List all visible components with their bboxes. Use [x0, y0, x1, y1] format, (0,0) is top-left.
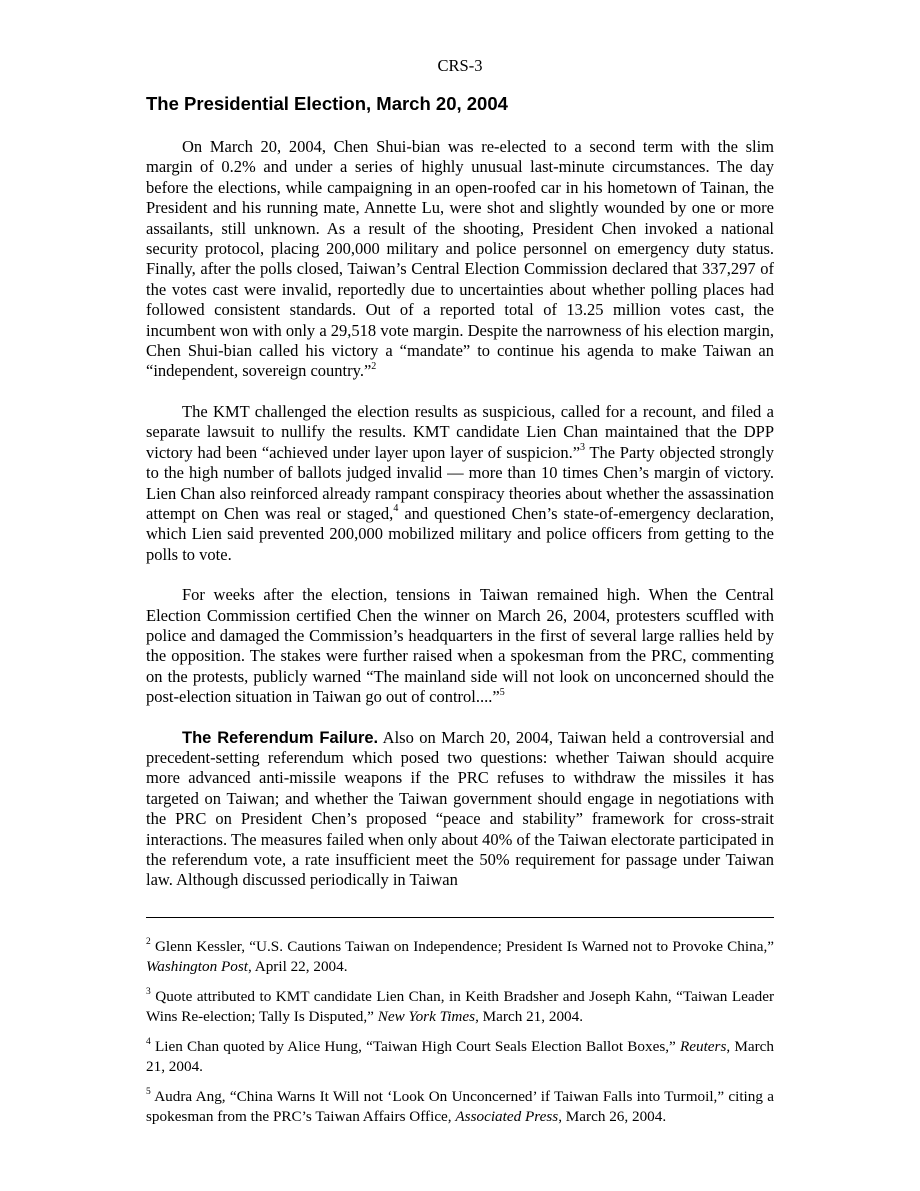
footnote-text: Glenn Kessler, “U.S. Cautions Taiwan on Independence; President Is Warned not to Provoke China,” [154, 938, 774, 955]
footnote [146, 987, 774, 1026]
footnote-ref: 5 [499, 686, 505, 698]
footnote-source: Washington Post [146, 957, 248, 975]
footnote-text: , March 26, 2004. [558, 1107, 667, 1125]
footnote [146, 937, 774, 976]
paragraph-text: For weeks after the election, tensions in Taiwan remained high. When the Central Election Commission certified Chen the winner on March 26, 2004, protesters scuffled with police and damaged the Commission’s headquarters in the first of several large rallies held by the opposition. The stakes were further raised when a spokesman from the PRC, commenting on the protests, publicly warned “The mainland side will not look on unconcerned should the post-election situation in Taiwan go out of control....” [146, 585, 774, 707]
footnote-text: , March 21, 2004. [475, 1007, 584, 1025]
footnotes [146, 937, 774, 1137]
paragraph-text: Also on March 20, 2004, Taiwan held a controversial and precedent-setting referendum which posed two questions: whether Taiwan should acquire more advanced anti-missile weapons if the PRC refuses to withdraw the missiles it has targeted on Taiwan; and whether the Taiwan government should engage in negotiations with the PRC on President Chen’s proposed “peace and stability” framework for cross-strait interactions. The measures failed when only about 40% of the Taiwan electorate participated in the referendum vote, a rate insufficient meet the 50% requirement for passage under Taiwan law. Although discussed periodically in Taiwan [146, 727, 774, 890]
footnote-source: Associated Press [455, 1107, 559, 1125]
footnote-ref: 4 [393, 503, 399, 515]
footnote-source: New York Times [377, 1007, 476, 1025]
paragraph-4 [146, 728, 774, 891]
footnote-ref: 2 [371, 360, 377, 372]
paragraph-text: and questioned Chen’s state-of-emergency declaration, which Lien said prevented 200,000 mobilized military and police officers from getting to the polls to vote. [146, 503, 774, 564]
section-heading: The Presidential Election, March 20, 2004 [146, 93, 508, 114]
footnote-number: 3 [146, 986, 151, 997]
paragraph-2 [146, 402, 774, 565]
paragraph-1 [146, 137, 774, 382]
footnote-text: Audra Ang, “China Warns It Will not ‘Look On Unconcerned’ if Taiwan Falls into Turmoil,” citing a spokesman from the PRC’s Taiwan Affairs Office, [146, 1088, 774, 1125]
paragraph-text: On March 20, 2004, Chen Shui-bian was re-elected to a second term with the slim margin of 0.2% and under a series of highly unusual last-minute circumstances. The day before the elections, while campaigning in an open-roofed car in his hometown of Tainan, the President and his running mate, Annette Lu, were shot and slightly wounded by one or more assailants, still unknown. As a result of the shooting, President Chen invoked a national security protocol, placing 200,000 military and police personnel on emergency duty status. Finally, after the polls closed, Taiwan’s Central Election Commission declared that 337,297 of the votes cast were invalid, reportedly due to uncertainties about whether polling places had followed consistent standards. Out of a reported total of 13.25 million votes cast, the incumbent won with only a 29,518 vote margin. Despite the narrowness of his election margin, Chen Shui-bian called his victory a “mandate” to continue his agenda to make Taiwan an “independent, sovereign country.” [146, 137, 774, 381]
page-number: CRS-3 [437, 56, 483, 75]
footnote [146, 1087, 774, 1126]
footnote [146, 1037, 774, 1076]
footnote-ref: 3 [580, 442, 586, 454]
paragraph-text: The Party objected strongly to the high number of ballots judged invalid — more than 10 times Chen’s margin of victory. Lien Chan also reinforced already rampant conspiracy theories about whether the assassination attempt on Chen was real or staged, [146, 442, 774, 523]
footnote-number: 4 [146, 1036, 151, 1047]
main-content [146, 92, 774, 911]
paragraph-3 [146, 585, 774, 707]
footnote-text: , April 22, 2004. [247, 957, 348, 975]
footnote-text: Quote attributed to KMT candidate Lien Chan, in Keith Bradsher and Joseph Kahn, “Taiwan Leader Wins Re-election; Tally Is Disputed,” [146, 988, 775, 1025]
footnote-text: , March 21, 2004. [146, 1038, 775, 1075]
footnote-text: Lien Chan quoted by Alice Hung, “Taiwan High Court Seals Election Ballot Boxes,” [154, 1038, 680, 1055]
footnote-source: Reuters [679, 1038, 727, 1055]
footnote-number: 2 [146, 936, 151, 947]
footnote-number: 5 [146, 1086, 151, 1097]
footnote-divider [146, 917, 774, 918]
run-in-heading: The Referendum Failure. [182, 728, 379, 747]
paragraph-text: The KMT challenged the election results as suspicious, called for a recount, and filed a separate lawsuit to nullify the results. KMT candidate Lien Chan maintained that the DPP victory had been “achieved under layer upon layer of suspicion.” [146, 401, 774, 462]
